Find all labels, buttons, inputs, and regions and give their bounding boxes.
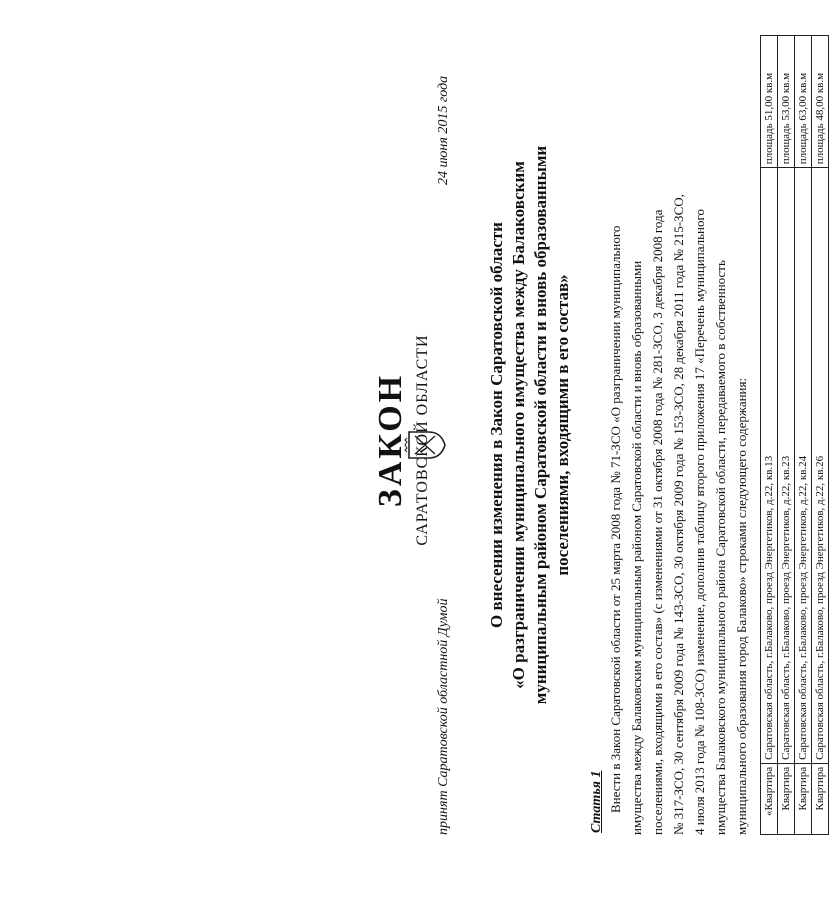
property-area: площадь 53,00 кв.м xyxy=(778,36,795,168)
article-heading: Статья 1 xyxy=(589,770,604,833)
body-line: 4 июля 2013 года № 108-ЗСО) изменение, дополнив таблицу второго приложения 17 «Перечень муниципального xyxy=(692,209,707,835)
table-row xyxy=(761,36,778,835)
property-address: Саратовская область, г.Балаково, проезд Энергетиков, д.22, кв.23 xyxy=(778,168,795,764)
property-type: «Квартира xyxy=(761,763,778,834)
law-heading: ЗАКОН xyxy=(372,372,409,508)
property-address: Саратовская область, г.Балаково, проезд Энергетиков, д.22, кв.13 xyxy=(761,168,778,764)
body-line: № 317-ЗСО, 30 сентября 2009 года № 143-ЗСО, 30 октября 2009 года № 153-ЗСО, 28 декабря 2011 года № 215-ЗСО, xyxy=(671,194,686,835)
body-line: имущества Балаковского муниципального района Саратовской области, передаваемого в собственность xyxy=(713,260,728,835)
property-type: Квартира xyxy=(812,763,829,834)
adopted-by: принят Саратовской областной Думой xyxy=(436,598,451,835)
property-type: Квартира xyxy=(778,763,795,834)
title-line: О внесении изменения в Закон Саратовской области xyxy=(487,222,506,628)
law-date: 24 июня 2015 года xyxy=(436,75,451,185)
body-line: имущества между Балаковским муниципальным районом Саратовской области и вновь образованными xyxy=(629,260,644,835)
property-address: Саратовская область, г.Балаково, проезд Энергетиков, д.22, кв.24 xyxy=(795,168,812,764)
property-address: Саратовская область, г.Балаково, проезд Энергетиков, д.22, кв.26 xyxy=(812,168,829,764)
property-type: Квартира xyxy=(795,763,812,834)
property-area: площадь 63,00 кв.м xyxy=(795,36,812,168)
body-line: Внести в Закон Саратовской области от 25 марта 2008 года № 71-ЗСО «О разграничении муниципального xyxy=(608,225,623,813)
title-line: «О разграничении муниципального имущества между Балаковским xyxy=(509,161,528,689)
property-area: площадь 51,00 кв.м xyxy=(761,36,778,168)
title-line: муниципальным районом Саратовской области и вновь образованными xyxy=(531,145,550,705)
region-heading: САРАТОВСКОЙ ОБЛАСТИ xyxy=(414,334,431,546)
body-line: муниципального образования город Балаково» строками следующего содержания: xyxy=(734,377,749,835)
table-row xyxy=(812,36,829,835)
table-row xyxy=(778,36,795,835)
title-line: поселениями, входящими в его состав» xyxy=(553,274,572,576)
property-area: площадь 48,00 кв.м xyxy=(812,36,829,168)
table-row xyxy=(795,36,812,835)
property-table xyxy=(760,35,829,835)
body-line: поселениями, входящими в его состав» (с изменениями от 31 октября 2008 года № 281-ЗСО, 3 декабря 2008 года xyxy=(650,209,665,835)
